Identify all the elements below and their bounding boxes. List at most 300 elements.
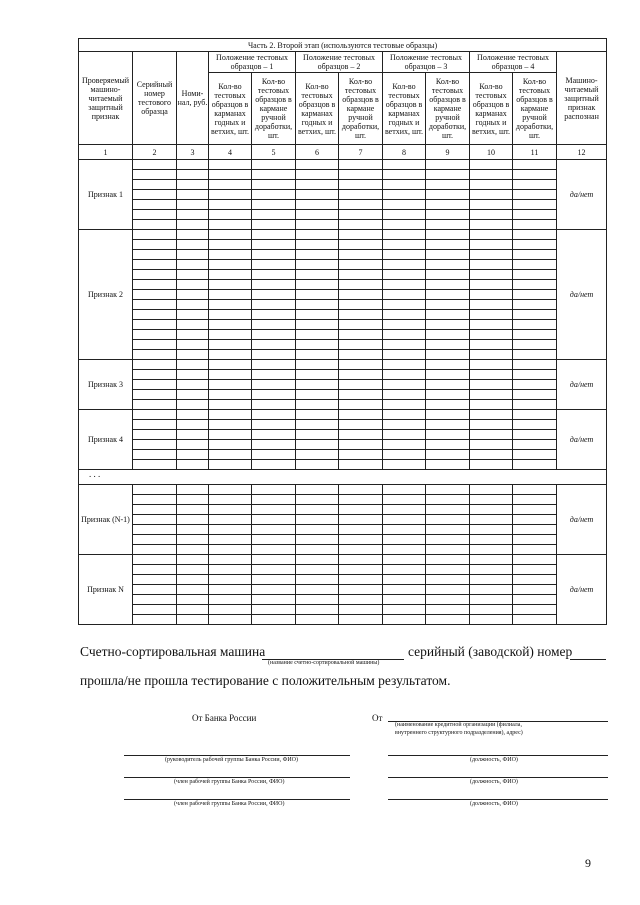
table-row bbox=[79, 575, 607, 585]
entry-cell bbox=[426, 615, 470, 625]
entry-cell bbox=[339, 575, 383, 585]
entry-cell bbox=[133, 260, 177, 270]
entry-cell bbox=[339, 260, 383, 270]
entry-cell bbox=[177, 595, 209, 605]
entry-cell bbox=[177, 485, 209, 495]
entry-cell bbox=[296, 240, 339, 250]
entry-cell bbox=[177, 310, 209, 320]
feature-label: Признак (N-1) bbox=[79, 485, 133, 555]
entry-cell bbox=[470, 310, 513, 320]
entry-cell bbox=[252, 330, 296, 340]
entry-cell bbox=[296, 615, 339, 625]
entry-cell bbox=[513, 190, 557, 200]
entry-cell bbox=[296, 300, 339, 310]
entry-cell bbox=[339, 190, 383, 200]
entry-cell bbox=[209, 210, 252, 220]
entry-cell bbox=[513, 615, 557, 625]
signature-caption-left-1: (руководитель рабочей группы Банка России, ФИО) bbox=[165, 757, 299, 763]
entry-cell bbox=[177, 615, 209, 625]
entry-cell bbox=[383, 515, 426, 525]
entry-cell bbox=[252, 515, 296, 525]
entry-cell bbox=[426, 460, 470, 470]
entry-cell bbox=[426, 585, 470, 595]
entry-cell bbox=[296, 190, 339, 200]
signature-caption-right-1: (должность, ФИО) bbox=[470, 757, 518, 763]
entry-cell bbox=[513, 220, 557, 230]
column-number: 8 bbox=[383, 145, 426, 160]
header-sub-manual-1: Кол-во тестовых образцов в кармане ручной доработки, шт. bbox=[252, 73, 296, 145]
entry-cell bbox=[133, 440, 177, 450]
column-number: 5 bbox=[252, 145, 296, 160]
entry-cell bbox=[177, 290, 209, 300]
feature-label: Признак 1 bbox=[79, 160, 133, 230]
entry-cell bbox=[513, 495, 557, 505]
entry-cell bbox=[383, 450, 426, 460]
entry-cell bbox=[252, 390, 296, 400]
entry-cell bbox=[133, 545, 177, 555]
entry-cell bbox=[383, 160, 426, 170]
entry-cell bbox=[133, 300, 177, 310]
entry-cell bbox=[426, 210, 470, 220]
feature-label: Признак N bbox=[79, 555, 133, 625]
entry-cell bbox=[133, 190, 177, 200]
entry-cell bbox=[209, 605, 252, 615]
entry-cell bbox=[426, 525, 470, 535]
entry-cell bbox=[209, 390, 252, 400]
column-number: 2 bbox=[133, 145, 177, 160]
entry-cell bbox=[383, 350, 426, 360]
table-row bbox=[79, 260, 607, 270]
entry-cell bbox=[209, 240, 252, 250]
entry-cell bbox=[470, 160, 513, 170]
entry-cell bbox=[133, 250, 177, 260]
entry-cell bbox=[209, 545, 252, 555]
test-results-table bbox=[78, 38, 607, 625]
entry-cell bbox=[426, 515, 470, 525]
statement-result: прошла/не прошла тестирование с положительным результатом. bbox=[80, 673, 451, 688]
entry-cell bbox=[513, 320, 557, 330]
entry-cell bbox=[133, 210, 177, 220]
table-row bbox=[79, 525, 607, 535]
entry-cell bbox=[383, 290, 426, 300]
table-row bbox=[79, 240, 607, 250]
entry-cell bbox=[296, 460, 339, 470]
column-number: 9 bbox=[426, 145, 470, 160]
entry-cell bbox=[470, 605, 513, 615]
entry-cell bbox=[383, 230, 426, 240]
entry-cell bbox=[296, 450, 339, 460]
table-row bbox=[79, 595, 607, 605]
entry-cell bbox=[252, 545, 296, 555]
entry-cell bbox=[133, 515, 177, 525]
entry-cell bbox=[513, 360, 557, 370]
signature-line-right-3 bbox=[388, 799, 608, 800]
entry-cell bbox=[470, 430, 513, 440]
entry-cell bbox=[209, 460, 252, 470]
entry-cell bbox=[296, 210, 339, 220]
entry-cell bbox=[513, 390, 557, 400]
entry-cell bbox=[426, 360, 470, 370]
entry-cell bbox=[339, 420, 383, 430]
entry-cell bbox=[470, 170, 513, 180]
entry-cell bbox=[470, 565, 513, 575]
entry-cell bbox=[252, 410, 296, 420]
entry-cell bbox=[513, 240, 557, 250]
entry-cell bbox=[339, 505, 383, 515]
entry-cell bbox=[177, 360, 209, 370]
entry-cell bbox=[383, 420, 426, 430]
entry-cell bbox=[513, 370, 557, 380]
entry-cell bbox=[339, 340, 383, 350]
entry-cell bbox=[209, 200, 252, 210]
entry-cell bbox=[296, 525, 339, 535]
entry-cell bbox=[383, 330, 426, 340]
signatures-org-title: От bbox=[372, 713, 383, 723]
entry-cell bbox=[426, 250, 470, 260]
header-group-1: Положение тестовых образцов – 1 bbox=[209, 52, 296, 73]
entry-cell bbox=[513, 350, 557, 360]
entry-cell bbox=[513, 605, 557, 615]
signature-caption-left-2: (член рабочей группы Банка России, ФИО) bbox=[174, 779, 285, 785]
entry-cell bbox=[209, 495, 252, 505]
entry-cell bbox=[426, 280, 470, 290]
ellipsis-row bbox=[79, 470, 607, 485]
entry-cell bbox=[426, 495, 470, 505]
table-row bbox=[79, 430, 607, 440]
entry-cell bbox=[209, 370, 252, 380]
entry-cell bbox=[252, 505, 296, 515]
entry-cell bbox=[177, 260, 209, 270]
entry-cell bbox=[339, 450, 383, 460]
feature-answer: да/нет bbox=[557, 160, 607, 230]
entry-cell bbox=[177, 350, 209, 360]
entry-cell bbox=[133, 270, 177, 280]
entry-cell bbox=[470, 320, 513, 330]
entry-cell bbox=[513, 485, 557, 495]
entry-cell bbox=[470, 535, 513, 545]
entry-cell bbox=[296, 280, 339, 290]
column-number: 4 bbox=[209, 145, 252, 160]
table-row bbox=[79, 460, 607, 470]
signature-line-left-1 bbox=[124, 755, 350, 756]
entry-cell bbox=[252, 360, 296, 370]
entry-cell bbox=[426, 605, 470, 615]
entry-cell bbox=[339, 485, 383, 495]
entry-cell bbox=[133, 280, 177, 290]
entry-cell bbox=[209, 220, 252, 230]
entry-cell bbox=[383, 320, 426, 330]
entry-cell bbox=[426, 340, 470, 350]
entry-cell bbox=[470, 360, 513, 370]
entry-cell bbox=[252, 280, 296, 290]
entry-cell bbox=[339, 460, 383, 470]
entry-cell bbox=[296, 180, 339, 190]
table-row bbox=[79, 615, 607, 625]
entry-cell bbox=[296, 230, 339, 240]
entry-cell bbox=[177, 180, 209, 190]
entry-cell bbox=[470, 370, 513, 380]
entry-cell bbox=[133, 360, 177, 370]
entry-cell bbox=[513, 420, 557, 430]
table-row bbox=[79, 200, 607, 210]
table-row bbox=[79, 280, 607, 290]
entry-cell bbox=[513, 450, 557, 460]
entry-cell bbox=[177, 420, 209, 430]
entry-cell bbox=[133, 290, 177, 300]
entry-cell bbox=[383, 340, 426, 350]
entry-cell bbox=[209, 515, 252, 525]
feature-answer: да/нет bbox=[557, 410, 607, 470]
entry-cell bbox=[133, 370, 177, 380]
entry-cell bbox=[383, 535, 426, 545]
entry-cell bbox=[296, 270, 339, 280]
header-nominal: Номи-нал, руб. bbox=[177, 52, 209, 145]
entry-cell bbox=[133, 320, 177, 330]
entry-cell bbox=[513, 180, 557, 190]
entry-cell bbox=[470, 220, 513, 230]
entry-cell bbox=[296, 585, 339, 595]
table-row bbox=[79, 310, 607, 320]
entry-cell bbox=[133, 605, 177, 615]
entry-cell bbox=[133, 495, 177, 505]
feature-label: Признак 4 bbox=[79, 410, 133, 470]
entry-cell bbox=[383, 250, 426, 260]
entry-cell bbox=[177, 555, 209, 565]
entry-cell bbox=[513, 200, 557, 210]
entry-cell bbox=[209, 320, 252, 330]
entry-cell bbox=[339, 270, 383, 280]
entry-cell bbox=[470, 495, 513, 505]
entry-cell bbox=[339, 585, 383, 595]
entry-cell bbox=[133, 350, 177, 360]
entry-cell bbox=[296, 440, 339, 450]
entry-cell bbox=[339, 615, 383, 625]
table-row bbox=[79, 535, 607, 545]
entry-cell bbox=[252, 260, 296, 270]
entry-cell bbox=[133, 240, 177, 250]
entry-cell bbox=[470, 190, 513, 200]
entry-cell bbox=[383, 170, 426, 180]
entry-cell bbox=[383, 220, 426, 230]
entry-cell bbox=[513, 160, 557, 170]
entry-cell bbox=[252, 420, 296, 430]
entry-cell bbox=[252, 565, 296, 575]
entry-cell bbox=[470, 460, 513, 470]
entry-cell bbox=[296, 320, 339, 330]
entry-cell bbox=[252, 340, 296, 350]
entry-cell bbox=[513, 340, 557, 350]
entry-cell bbox=[133, 450, 177, 460]
entry-cell bbox=[296, 515, 339, 525]
entry-cell bbox=[133, 230, 177, 240]
entry-cell bbox=[209, 250, 252, 260]
entry-cell bbox=[209, 525, 252, 535]
entry-cell bbox=[470, 340, 513, 350]
entry-cell bbox=[383, 240, 426, 250]
table-row bbox=[79, 485, 607, 495]
entry-cell bbox=[133, 555, 177, 565]
entry-cell bbox=[470, 350, 513, 360]
header-sub-good-3: Кол-во тестовых образцов в карманах годных и ветхих, шт. bbox=[383, 73, 426, 145]
entry-cell bbox=[252, 535, 296, 545]
entry-cell bbox=[339, 440, 383, 450]
entry-cell bbox=[252, 210, 296, 220]
entry-cell bbox=[426, 300, 470, 310]
header-group-4: Положение тестовых образцов – 4 bbox=[470, 52, 557, 73]
entry-cell bbox=[426, 380, 470, 390]
entry-cell bbox=[339, 320, 383, 330]
entry-cell bbox=[252, 555, 296, 565]
entry-cell bbox=[470, 270, 513, 280]
entry-cell bbox=[296, 370, 339, 380]
entry-cell bbox=[133, 420, 177, 430]
entry-cell bbox=[252, 160, 296, 170]
entry-cell bbox=[383, 565, 426, 575]
entry-cell bbox=[339, 200, 383, 210]
entry-cell bbox=[339, 160, 383, 170]
entry-cell bbox=[209, 485, 252, 495]
entry-cell bbox=[470, 300, 513, 310]
entry-cell bbox=[209, 400, 252, 410]
signature-caption-right-3: (должность, ФИО) bbox=[470, 801, 518, 807]
entry-cell bbox=[252, 200, 296, 210]
entry-cell bbox=[209, 585, 252, 595]
org-name-caption-1: (наименование кредитной организации (филиала, bbox=[395, 722, 522, 728]
entry-cell bbox=[513, 280, 557, 290]
entry-cell bbox=[426, 400, 470, 410]
header-sub-good-4: Кол-во тестовых образцов в карманах годных и ветхих, шт. bbox=[470, 73, 513, 145]
entry-cell bbox=[252, 310, 296, 320]
entry-cell bbox=[133, 585, 177, 595]
entry-cell bbox=[296, 160, 339, 170]
entry-cell bbox=[426, 555, 470, 565]
entry-cell bbox=[296, 555, 339, 565]
entry-cell bbox=[513, 440, 557, 450]
entry-cell bbox=[426, 535, 470, 545]
entry-cell bbox=[339, 555, 383, 565]
entry-cell bbox=[383, 555, 426, 565]
entry-cell bbox=[177, 575, 209, 585]
table-row bbox=[79, 250, 607, 260]
entry-cell bbox=[470, 440, 513, 450]
signature-line-left-2 bbox=[124, 777, 350, 778]
entry-cell bbox=[133, 400, 177, 410]
entry-cell bbox=[252, 180, 296, 190]
entry-cell bbox=[252, 575, 296, 585]
entry-cell bbox=[296, 340, 339, 350]
entry-cell bbox=[383, 430, 426, 440]
entry-cell bbox=[252, 300, 296, 310]
column-number-row bbox=[79, 145, 607, 160]
entry-cell bbox=[133, 505, 177, 515]
entry-cell bbox=[339, 390, 383, 400]
table-row bbox=[79, 340, 607, 350]
entry-cell bbox=[470, 505, 513, 515]
table-row bbox=[79, 400, 607, 410]
entry-cell bbox=[470, 575, 513, 585]
entry-cell bbox=[339, 360, 383, 370]
entry-cell bbox=[470, 390, 513, 400]
entry-cell bbox=[383, 460, 426, 470]
entry-cell bbox=[209, 300, 252, 310]
column-number: 3 bbox=[177, 145, 209, 160]
entry-cell bbox=[177, 535, 209, 545]
entry-cell bbox=[209, 190, 252, 200]
table-row bbox=[79, 505, 607, 515]
machine-name-caption: (название счетно-сортировальной машины) bbox=[268, 660, 380, 666]
entry-cell bbox=[383, 190, 426, 200]
feature-answer: да/нет bbox=[557, 230, 607, 360]
entry-cell bbox=[177, 170, 209, 180]
entry-cell bbox=[513, 330, 557, 340]
entry-cell bbox=[470, 525, 513, 535]
table-row bbox=[79, 330, 607, 340]
entry-cell bbox=[133, 220, 177, 230]
entry-cell bbox=[426, 430, 470, 440]
entry-cell bbox=[470, 410, 513, 420]
entry-cell bbox=[133, 595, 177, 605]
entry-cell bbox=[252, 495, 296, 505]
entry-cell bbox=[133, 180, 177, 190]
table-row bbox=[79, 390, 607, 400]
entry-cell bbox=[177, 585, 209, 595]
entry-cell bbox=[177, 200, 209, 210]
entry-cell bbox=[383, 585, 426, 595]
table-row bbox=[79, 605, 607, 615]
entry-cell bbox=[177, 190, 209, 200]
entry-cell bbox=[252, 605, 296, 615]
entry-cell bbox=[513, 515, 557, 525]
column-number: 11 bbox=[513, 145, 557, 160]
entry-cell bbox=[339, 430, 383, 440]
entry-cell bbox=[177, 605, 209, 615]
entry-cell bbox=[426, 330, 470, 340]
entry-cell bbox=[513, 505, 557, 515]
signature-caption-left-3: (член рабочей группы Банка России, ФИО) bbox=[174, 801, 285, 807]
column-number: 12 bbox=[557, 145, 607, 160]
entry-cell bbox=[252, 400, 296, 410]
entry-cell bbox=[513, 210, 557, 220]
entry-cell bbox=[426, 485, 470, 495]
entry-cell bbox=[252, 450, 296, 460]
feature-answer: да/нет bbox=[557, 555, 607, 625]
entry-cell bbox=[177, 280, 209, 290]
entry-cell bbox=[177, 565, 209, 575]
entry-cell bbox=[177, 230, 209, 240]
table-row bbox=[79, 180, 607, 190]
entry-cell bbox=[513, 460, 557, 470]
entry-cell bbox=[470, 240, 513, 250]
entry-cell bbox=[133, 575, 177, 585]
entry-cell bbox=[339, 410, 383, 420]
entry-cell bbox=[383, 485, 426, 495]
entry-cell bbox=[426, 220, 470, 230]
entry-cell bbox=[177, 400, 209, 410]
entry-cell bbox=[383, 400, 426, 410]
entry-cell bbox=[470, 250, 513, 260]
entry-cell bbox=[209, 420, 252, 430]
entry-cell bbox=[513, 290, 557, 300]
entry-cell bbox=[133, 200, 177, 210]
table-row bbox=[79, 440, 607, 450]
entry-cell bbox=[470, 260, 513, 270]
entry-cell bbox=[252, 485, 296, 495]
entry-cell bbox=[296, 410, 339, 420]
entry-cell bbox=[339, 210, 383, 220]
entry-cell bbox=[426, 440, 470, 450]
entry-cell bbox=[296, 495, 339, 505]
entry-cell bbox=[296, 545, 339, 555]
